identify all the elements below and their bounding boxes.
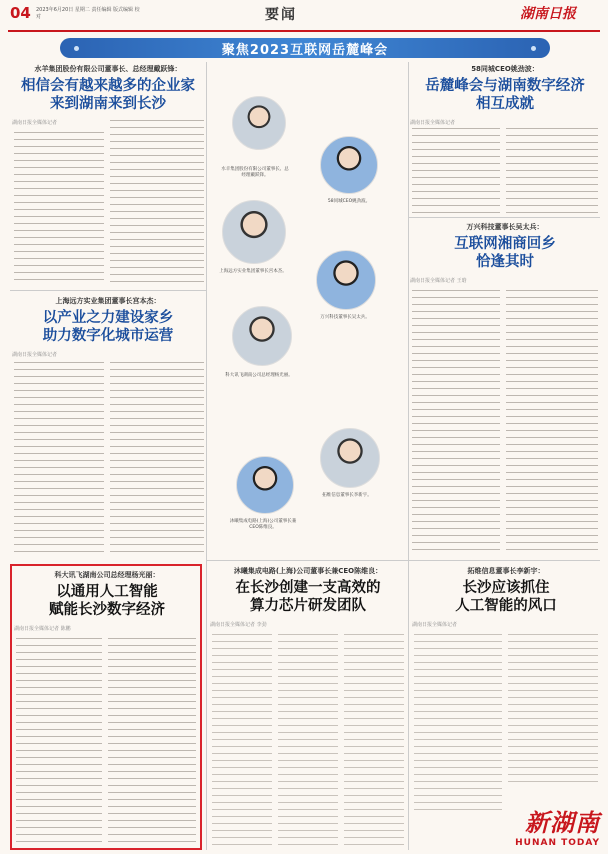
header-rule	[8, 30, 600, 32]
article-byline: 湖南日报全媒体记者	[12, 120, 58, 126]
footer-logo-cn: 新湖南	[525, 808, 600, 837]
footer-logo	[515, 803, 600, 848]
article-body	[14, 132, 104, 286]
article-body	[110, 362, 204, 556]
article-headline	[410, 235, 600, 271]
banner-dot-icon	[74, 46, 79, 51]
article-wutaibing	[410, 222, 600, 284]
section-divider	[206, 560, 600, 561]
article-headline	[12, 77, 204, 113]
headline-line: 长沙应该抓住	[462, 580, 550, 596]
article-body	[344, 634, 404, 846]
article-byline: 湖南日报全媒体记者 王晗	[410, 278, 467, 284]
portrait-yangguangli	[232, 306, 292, 366]
banner-dot-icon	[531, 46, 536, 51]
article-headline	[14, 583, 200, 619]
article-body	[414, 634, 502, 814]
article-byline: 湖南日报全媒体记者	[412, 622, 458, 628]
article-headline	[410, 77, 600, 113]
article-kicker: 沐曦集成电路(上海)公司董事长兼CEO陈维良：	[233, 567, 383, 575]
article-body	[508, 634, 598, 784]
article-body	[14, 362, 104, 556]
headline-line: 赋能长沙数字经济	[49, 602, 165, 618]
portrait-lixinyu	[320, 428, 380, 488]
column-rule	[408, 62, 409, 850]
headline-line: 算力芯片研发团队	[250, 598, 366, 614]
article-body	[278, 634, 338, 846]
article-byline: 湖南日报全媒体记者 陈鹏	[14, 626, 71, 632]
article-gongbenjie	[12, 296, 204, 358]
portrait-chenweiliang	[236, 456, 294, 514]
article-body	[108, 638, 196, 844]
headline-line: 相互成就	[476, 96, 534, 112]
article-chenweiliang	[210, 566, 406, 628]
portrait-yaojinbo	[320, 136, 378, 194]
photo-caption: 上海远方实业集团董事长宫本杰。	[219, 269, 287, 274]
headline-line: 人工智能的风口	[455, 598, 557, 614]
headline-line: 在长沙创建一支高效的	[235, 580, 381, 596]
photo-caption: 科大讯飞湖南公司总经理杨光丽。	[225, 373, 293, 378]
article-kicker: 拓维信息董事长李新宇：	[467, 567, 545, 575]
headline-line: 岳麓峰会与湖南数字经济	[425, 78, 585, 94]
article-lixinyu	[412, 566, 600, 628]
topic-banner	[60, 38, 550, 58]
banner-title: 聚焦2023互联网岳麓峰会	[221, 42, 389, 58]
article-kicker: 科大讯飞湖南公司总经理杨光丽：	[54, 571, 160, 579]
portrait-daiyuefeng	[232, 96, 286, 150]
article-kicker: 上海远方实业集团董事长宫本杰：	[55, 297, 161, 305]
article-kicker: 万兴科技董事长吴太兵：	[466, 223, 544, 231]
column-rule	[206, 62, 207, 850]
article-headline	[12, 309, 204, 345]
article-yangguangli	[14, 570, 200, 632]
article-body	[506, 128, 598, 214]
article-body	[16, 638, 102, 844]
paper-logo: 湖南日报	[520, 6, 576, 22]
photo-caption: 沐曦集成电路(上海)公司董事长兼CEO陈维良。	[229, 519, 297, 530]
headline-line: 助力数字化城市运营	[42, 328, 174, 344]
article-body	[212, 634, 272, 846]
headline-line: 来到湖南来到长沙	[50, 96, 166, 112]
section-divider	[10, 290, 206, 291]
headline-line: 相信会有越来越多的企业家	[21, 78, 195, 94]
portrait-wutaibing	[316, 250, 376, 310]
article-yaojinbo	[410, 64, 600, 126]
footer-logo-en: HUNAN TODAY	[515, 838, 600, 848]
article-kicker: 水羊集团股份有限公司董事长、总经理戴跃锋：	[34, 65, 182, 73]
article-headline	[210, 579, 406, 615]
portrait-gongbenjie	[222, 200, 286, 264]
masthead	[0, 0, 608, 34]
article-byline: 湖南日报全媒体记者	[410, 120, 456, 126]
headline-line: 以产业之力建设家乡	[42, 310, 174, 326]
photo-caption: 拓维信息董事长李新宇。	[322, 493, 372, 498]
article-byline: 湖南日报全媒体记者	[12, 352, 58, 358]
page-number: 04	[10, 4, 31, 22]
article-body	[110, 120, 204, 286]
headline-line: 以通用人工智能	[56, 584, 158, 600]
section-divider	[408, 217, 600, 218]
article-body	[412, 290, 500, 556]
photo-caption: 水羊集团股份有限公司董事长、总经理戴跃锋。	[221, 167, 289, 178]
section-title: 要闻	[265, 7, 297, 23]
article-kicker: 58同城CEO姚劲波：	[471, 65, 539, 73]
headline-line: 恰逢其时	[476, 254, 534, 270]
date-line: 2023年6月20日 星期二 责任编辑 版式编辑 校对	[36, 7, 140, 20]
article-byline: 湖南日报全媒体记者 李劲	[210, 622, 267, 628]
photo-caption: 万兴科技董事长吴太兵。	[320, 315, 370, 320]
article-headline	[412, 579, 600, 615]
article-body	[412, 128, 500, 214]
article-daiyuefeng	[12, 64, 204, 126]
headline-line: 互联网湘商回乡	[454, 236, 556, 252]
photo-caption: 58同城CEO姚劲波。	[327, 199, 371, 204]
article-body	[506, 290, 598, 556]
